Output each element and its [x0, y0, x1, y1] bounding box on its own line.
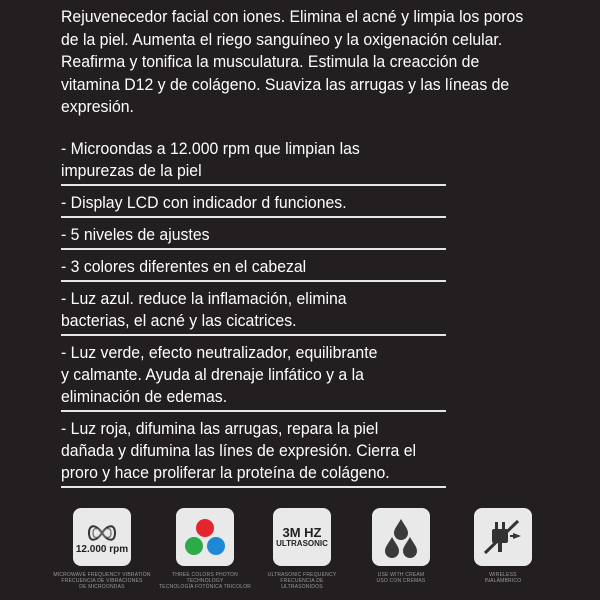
rpm-label: 12.000 rpm [75, 543, 129, 555]
icon-caption: THREE COLORS PHOTON TECHNOLOGY TECNOLOGÍA FOTÓNICA TRICOLOR [158, 572, 252, 590]
feature-display: - Display LCD con indicador d funciones. [61, 193, 347, 212]
wireless-plug-icon [474, 508, 532, 566]
ultrasonic-label: ULTRASONIC [276, 538, 328, 548]
icon-caption: MICROWAVE FREQUENCY VIBRATION FRECUENCIA DE VIBRACIONES DE MICROONDAS [53, 572, 151, 590]
icon-block-cream [351, 508, 451, 584]
ultrasonic-icon [273, 508, 331, 566]
feature-microwave: - Microondas a 12.000 rpm que limpian las impurezas de la piel [61, 139, 360, 180]
feature-green-light: - Luz verde, efecto neutralizador, equilibrante y calmante. Ayuda al drenaje linfático y a la eliminación de edemas. [61, 343, 378, 406]
feature-red-light: - Luz roja, difumina las arrugas, repara la piel dañada y difumina las línes de expresión. Cierra el proro y hace proliferar la proteína de colágeno. [61, 419, 417, 482]
divider [61, 334, 446, 336]
feature-colors: - 3 colores diferentes en el cabezal [61, 257, 307, 276]
icon-block-wireless [453, 508, 553, 584]
drops-icon [372, 508, 430, 566]
icon-caption: WIRELESS INALÁMBRICO [484, 572, 522, 584]
divider [61, 184, 446, 186]
icon-caption: ULTRASONIC FREQUENCY FRECUENCIA DE ULTRASONIDOS [267, 572, 337, 590]
feature-blue-light: - Luz azul. reduce la inflamación, elimina bacterias, el acné y las cicatrices. [61, 289, 347, 330]
feature-list [61, 138, 446, 494]
frequency-label: 3M HZ [282, 524, 322, 540]
icon-caption: USE WITH CREAM USO CON CREMAS [376, 572, 426, 584]
divider [61, 248, 446, 250]
feature-icons-row [54, 508, 594, 598]
divider [61, 410, 446, 412]
icon-block-rpm [52, 508, 152, 590]
feature-levels: - 5 niveles de ajustes [61, 225, 210, 244]
rgb-lights-icon [176, 508, 234, 566]
divider [61, 280, 446, 282]
divider [61, 216, 446, 218]
icon-block-rgb [155, 508, 255, 590]
vibration-icon [73, 508, 131, 566]
intro-paragraph: Rejuvenecedor facial con iones. Elimina el acné y limpia los poros de la piel. Aumenta el riego sanguíneo y la oxigenación celular. Reafirma y tonifica la musculatura. Estimula la creacción de vitamina D12 y de colágeno. Suaviza las arrugas y las líneas de expresión. [61, 7, 524, 116]
divider [61, 486, 446, 488]
icon-block-ultrasonic [252, 508, 352, 590]
